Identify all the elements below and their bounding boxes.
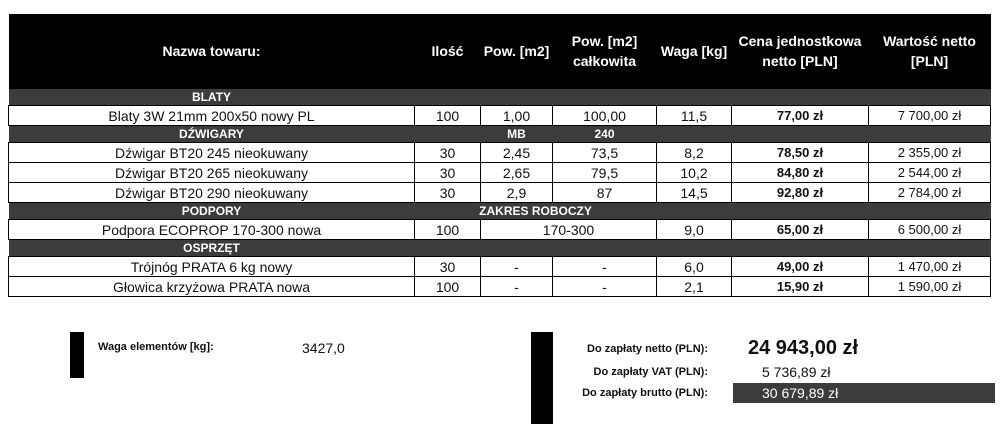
brutto-value: 30 679,89 zł xyxy=(762,385,839,401)
brutto-label: Do zapłaty brutto (PLN): xyxy=(582,387,708,399)
netto-label: Do zapłaty netto (PLN): xyxy=(587,343,708,355)
table-row: Podpora ECOPROP 170-300 nowa 100 170-300 9,0 65,00 zł 6 500,00 zł xyxy=(9,220,991,240)
header-price: Cena jednostkowa netto [PLN] xyxy=(732,14,869,89)
weight-marker-bar xyxy=(70,332,84,378)
vat-value: 5 736,89 zł xyxy=(762,364,831,380)
table-row: Blaty 3W 21mm 200x50 nowy PL 100 1,00 100,00 11,5 77,00 zł 7 700,00 zł xyxy=(9,106,991,126)
table-row: Głowica krzyżowa PRATA nowa 100 - - 2,1 15,90 zł 1 590,00 zł xyxy=(9,277,991,297)
table-row: Trójnóg PRATA 6 kg nowy 30 - - 6,0 49,00 zł 1 470,00 zł xyxy=(9,257,991,277)
weight-value: 3427,0 xyxy=(302,340,345,356)
table-row: Dźwigar BT20 265 nieokuwany 30 2,65 79,5 10,2 84,80 zł 2 544,00 zł xyxy=(9,163,991,183)
header-area: Pow. [m2] xyxy=(481,14,553,89)
header-area-total: Pow. [m2] całkowita xyxy=(553,14,657,89)
category-dzwigary: DŹWIGARY MB 240 xyxy=(9,126,991,143)
category-podpory: PODPORY ZAKRES ROBOCZY xyxy=(9,203,991,220)
vat-label: Do zapłaty VAT (PLN): xyxy=(593,366,708,378)
table-row: Dźwigar BT20 245 nieokuwany 30 2,45 73,5 8,2 78,50 zł 2 355,00 zł xyxy=(9,143,991,163)
weight-label: Waga elementów [kg]: xyxy=(98,341,214,353)
header-row xyxy=(9,14,991,89)
header-weight: Waga [kg] xyxy=(657,14,732,89)
category-osprzet: OSPRZĘT xyxy=(9,240,991,257)
category-blaty: BLATY xyxy=(9,89,991,106)
netto-value: 24 943,00 zł xyxy=(748,337,859,359)
table-row: Dźwigar BT20 290 nieokuwany 30 2,9 87 14,5 92,80 zł 2 784,00 zł xyxy=(9,183,991,203)
header-name: Nazwa towaru: xyxy=(9,14,415,89)
header-qty: Ilość xyxy=(415,14,481,89)
header-value: Wartość netto [PLN] xyxy=(869,14,991,89)
offer-table xyxy=(8,14,991,297)
